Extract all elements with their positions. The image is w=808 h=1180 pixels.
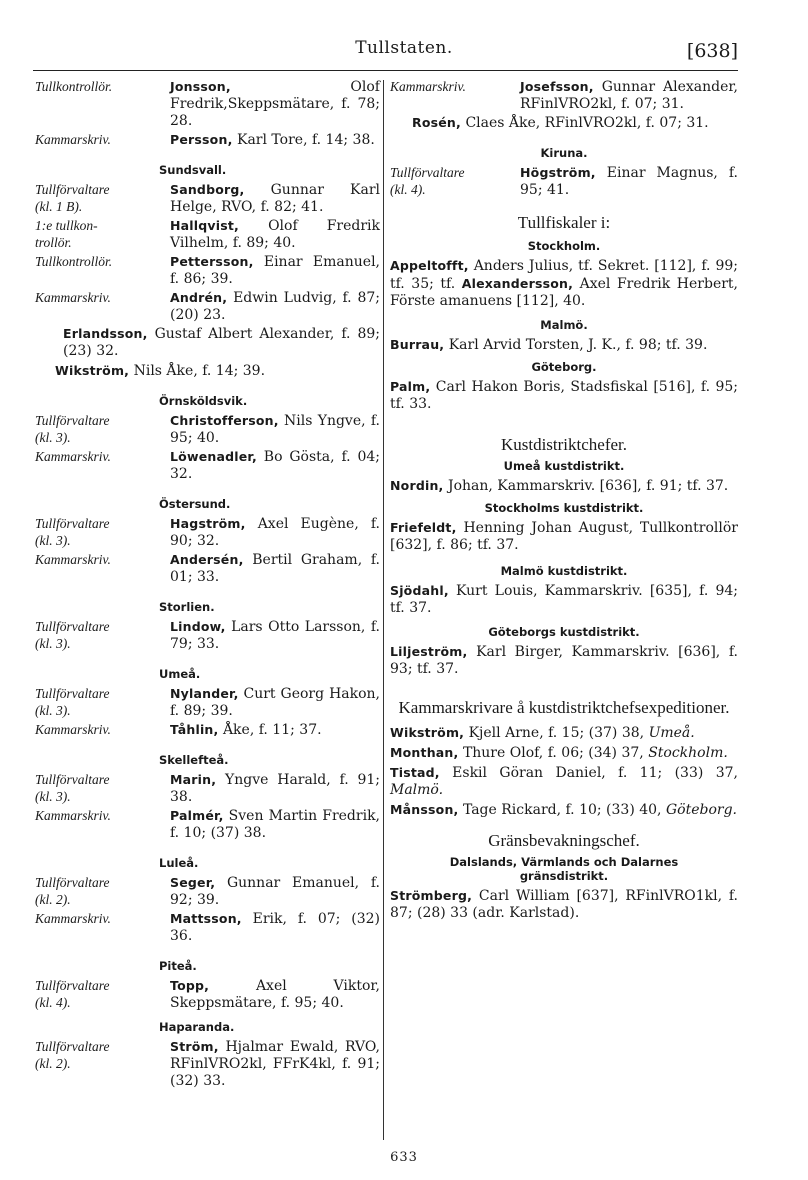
entry <box>390 643 738 678</box>
entry <box>390 477 738 495</box>
entry-text: Nils Yngve, f. 95; 40. <box>170 413 380 446</box>
entry-name: Christofferson, <box>170 413 279 428</box>
entry-role: 1:e tullkon- trollör. <box>35 218 98 250</box>
entry-role: Kammarskriv. <box>35 552 111 567</box>
entry-name: Josefsson, <box>520 79 594 94</box>
entry-name: Månsson, <box>390 802 459 817</box>
entry-text: Henning Johan August, Tullkontrollör [632], f. 86; tf. 37. <box>390 520 738 553</box>
page-reference: [638] <box>686 40 738 62</box>
entry <box>35 217 380 252</box>
entry-text: Bertil Graham, f. 01; 33. <box>170 552 380 585</box>
entry-name: Marin, <box>170 772 217 787</box>
entry-role: Tullförvaltare (kl. 3). <box>35 772 110 804</box>
entry-role: Kammarskriv. <box>35 132 111 147</box>
entry-text: Sven Martin Fredrik, f. 10; (37) 38. <box>170 808 380 841</box>
entry-text: Axel Viktor, Skeppsmätare, f. 95; 40. <box>170 978 381 1011</box>
entry <box>35 685 380 720</box>
entry-role: Kammarskriv. <box>35 808 111 823</box>
entry-name: Alexandersson, <box>461 276 574 291</box>
entry-text: Carl Hakon Boris, Stadsfiskal [516], f. 95; tf. 33. <box>390 379 738 412</box>
place-heading: Göteborg. <box>531 360 597 374</box>
entry-name: Hallqvist, <box>170 218 240 233</box>
entry-role: Tullförvaltare (kl. 4). <box>35 978 110 1010</box>
entry-role: Kammarskriv. <box>390 79 466 94</box>
place-heading: Luleå. <box>159 856 199 870</box>
entry-name: Liljeström, <box>390 644 468 659</box>
entry-role: Tullförvaltare (kl. 3). <box>35 413 110 445</box>
entry-location: Stockholm. <box>648 745 728 761</box>
place-heading: Stockholms kustdistrikt. <box>484 501 644 515</box>
entry-text: Axel Eugène, f. 90; 32. <box>170 516 380 549</box>
entry-text: Tage Rickard, f. 10; (33) 40, <box>462 802 662 818</box>
entry <box>35 771 380 806</box>
entry-name: Rosén, <box>412 115 461 130</box>
entry <box>35 362 380 380</box>
entry <box>390 724 738 742</box>
entry-text: Hjalmar Ewald, RVO, RFinlVRO2kl, FFrK4kl, f. 91; (32) 33. <box>170 1039 381 1089</box>
entry-text: Axel Fredrik Herbert, Förste amanuens [112], 40. <box>390 276 739 309</box>
entry <box>390 336 738 354</box>
entry <box>390 78 738 113</box>
entry-text: Johan, Kammarskriv. [636], f. 91; tf. 37. <box>447 478 729 494</box>
entry <box>35 721 380 739</box>
entry-name: Seger, <box>170 875 216 890</box>
entry-text: Kjell Arne, f. 15; (37) 38, <box>468 725 645 741</box>
entry <box>35 618 380 653</box>
entry <box>390 582 738 617</box>
entry-role: Tullförvaltare (kl. 4). <box>390 165 465 197</box>
entry-name: Nordin, <box>390 478 444 493</box>
entry <box>35 448 380 483</box>
place-heading: Storlien. <box>159 600 215 614</box>
section-title: Kustdistriktchefer. <box>500 435 628 454</box>
entry-role: Tullförvaltare (kl. 3). <box>35 516 110 548</box>
entry <box>390 801 738 819</box>
running-title: Tullstaten. <box>355 38 453 58</box>
entry-name: Löwenadler, <box>170 449 257 464</box>
entry-name: Persson, <box>170 132 233 147</box>
entry-text: Åke, f. 11; 37. <box>222 722 322 738</box>
entry <box>35 78 380 130</box>
entry-text: Erik, f. 07; (32) 36. <box>170 911 381 944</box>
place-heading: Piteå. <box>159 959 197 973</box>
entry-name: Palm, <box>390 379 431 394</box>
entry-text: Kurt Louis, Kammarskriv. [635], f. 94; tf. 37. <box>390 583 738 616</box>
entry-text: Thure Olof, f. 06; (34) 37, <box>462 745 644 761</box>
place-heading: Örnsköldsvik. <box>159 394 248 408</box>
entry-role: Tullkontrollör. <box>35 79 113 94</box>
entry-text: Nils Åke, f. 14; 39. <box>133 363 266 379</box>
entry-text: Edwin Ludvig, f. 87; (20) 23. <box>170 290 381 323</box>
entry <box>35 325 380 360</box>
entry-role: Kammarskriv. <box>35 722 111 737</box>
entry-text: Karl Arvid Torsten, J. K., f. 98; tf. 39. <box>448 337 708 353</box>
entry-text: Gustaf Albert Alexander, f. 89; (23) 32. <box>63 326 380 359</box>
section-title: Kammarskrivare å kustdistriktchefsexpeditioner. <box>398 698 730 717</box>
entry <box>35 253 380 288</box>
entry-text: Karl Birger, Kammarskriv. [636], f. 93; tf. 37. <box>390 644 738 677</box>
section-title: Gränsbevakningschef. <box>488 831 640 850</box>
entry <box>390 114 738 132</box>
place-heading: Haparanda. <box>159 1020 235 1034</box>
entry-name: Burrau, <box>390 337 445 352</box>
entry-role: Tullförvaltare (kl. 3). <box>35 686 110 718</box>
entry <box>35 551 380 586</box>
entry <box>390 257 738 310</box>
entry-name: Ström, <box>170 1039 219 1054</box>
entry-text: Gunnar Emanuel, f. 92; 39. <box>170 875 380 908</box>
entry-role: Tullförvaltare (kl. 1 B). <box>35 182 110 214</box>
entry-name: Sjödahl, <box>390 583 449 598</box>
entry-location: Malmö. <box>390 782 444 798</box>
entry-name: Lindow, <box>170 619 226 634</box>
entry-name: Wikström, <box>390 725 465 740</box>
entry-name: Palmér, <box>170 808 224 823</box>
entry-name: Monthan, <box>390 745 459 760</box>
entry-text: Olof Fredrik,Skeppsmätare, f. 78; 28. <box>170 79 380 129</box>
entry-text: Yngve Harald, f. 91; 38. <box>170 772 381 805</box>
place-heading: Umeå. <box>159 667 201 681</box>
entry-location: Göteborg. <box>665 802 737 818</box>
entry <box>390 764 738 799</box>
entry-name: Högström, <box>520 165 596 180</box>
entry-text: Lars Otto Larsson, f. 79; 33. <box>170 619 380 652</box>
entry-name: Sandborg, <box>170 182 245 197</box>
place-heading: Malmö. <box>540 318 588 332</box>
left-column <box>35 78 380 1091</box>
entry-name: Mattsson, <box>170 911 242 926</box>
entry-name: Wikström, <box>55 363 130 378</box>
entry-name: Andrén, <box>170 290 228 305</box>
entry-text: Olof Fredrik Vilhelm, f. 89; 40. <box>170 218 381 251</box>
entry-name: Topp, <box>170 978 210 993</box>
entry <box>35 910 380 945</box>
entry-name: Jonsson, <box>170 79 231 94</box>
entry-text: Curt Georg Hakon, f. 89; 39. <box>170 686 381 719</box>
entry-name: Erlandsson, <box>63 326 148 341</box>
column-divider <box>383 80 384 1140</box>
right-column <box>390 78 738 924</box>
entry-text: Gunnar Karl Helge, RVO, f. 82; 41. <box>170 182 381 215</box>
entry-text: Einar Magnus, f. 95; 41. <box>520 165 738 198</box>
page-number: 633 <box>390 1150 418 1165</box>
entry <box>35 515 380 550</box>
entry <box>35 874 380 909</box>
place-heading: Sundsvall. <box>159 163 227 177</box>
entry <box>390 519 738 554</box>
entry-text: Gunnar Alexander, RFinlVRO2kl, f. 07; 31. <box>520 79 738 112</box>
place-heading: Göteborgs kustdistrikt. <box>488 625 640 639</box>
entry-role: Kammarskriv. <box>35 911 111 926</box>
entry-text: Carl William [637], RFinlVRO1kl, f. 87; (28) 33 (adr. Karlstad). <box>390 888 739 921</box>
entry <box>390 744 738 762</box>
entry-text: Bo Gösta, f. 04; 32. <box>170 449 380 482</box>
entry-text: Einar Emanuel, f. 86; 39. <box>170 254 380 287</box>
entry-role: Tullförvaltare (kl. 3). <box>35 619 110 651</box>
entry <box>390 378 738 413</box>
entry-text: Eskil Göran Daniel, f. 11; (33) 37, <box>452 765 738 781</box>
entry <box>35 289 380 324</box>
entry-role: Tullkontrollör. <box>35 254 113 269</box>
entry-role: Tullförvaltare (kl. 2). <box>35 1039 110 1071</box>
entry <box>35 977 380 1012</box>
entry-name: Tåhlin, <box>170 722 219 737</box>
place-heading: Stockholm. <box>527 239 601 253</box>
entry-role: Tullförvaltare (kl. 2). <box>35 875 110 907</box>
entry-role: Kammarskriv. <box>35 290 111 305</box>
entry-name: Pettersson, <box>170 254 254 269</box>
entry-name: Nylander, <box>170 686 239 701</box>
entry <box>35 412 380 447</box>
place-heading: Dalslands, Värmlands och Dalarnes gränsdistrikt. <box>449 855 679 883</box>
entry <box>390 887 738 922</box>
entry <box>35 131 380 149</box>
place-heading: Kiruna. <box>540 146 588 160</box>
place-heading: Östersund. <box>159 497 231 511</box>
header-rule <box>33 70 738 71</box>
entry-location: Umeå. <box>648 725 695 741</box>
entry <box>35 181 380 216</box>
entry-name: Hagström, <box>170 516 246 531</box>
section-title: Tullfiskaler i: <box>517 213 611 232</box>
entry <box>35 1038 380 1090</box>
entry-name: Appeltofft, <box>390 258 469 273</box>
entry-text: Anders Julius, tf. Sekret. [112], f. 99; tf. 35; tf. <box>390 258 738 292</box>
entry-name: Friefeldt, <box>390 520 457 535</box>
place-heading: Umeå kustdistrikt. <box>503 459 625 473</box>
entry-name: Andersén, <box>170 552 244 567</box>
entry-text: Claes Åke, RFinlVRO2kl, f. 07; 31. <box>465 115 709 131</box>
place-heading: Skellefteå. <box>159 753 229 767</box>
entry-text: Karl Tore, f. 14; 38. <box>236 132 375 148</box>
entry <box>35 807 380 842</box>
place-heading: Malmö kustdistrikt. <box>500 564 628 578</box>
entry-name: Strömberg, <box>390 888 473 903</box>
entry <box>390 164 738 199</box>
entry-name: Tistad, <box>390 765 440 780</box>
entry-role: Kammarskriv. <box>35 449 111 464</box>
